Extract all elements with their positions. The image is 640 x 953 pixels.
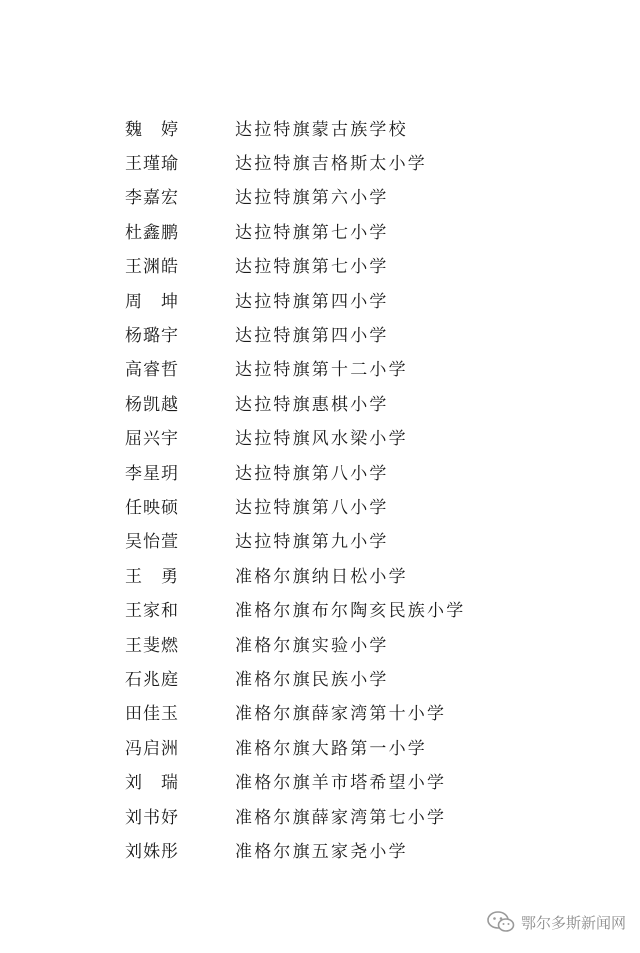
- student-name: 田佳玉: [125, 704, 179, 725]
- school-name: 准格尔旗薛家湾第十小学: [235, 704, 447, 725]
- wechat-icon: [487, 911, 515, 933]
- list-item: [0, 179, 640, 213]
- list-item: [0, 110, 640, 144]
- list-item: [0, 591, 640, 625]
- school-name: 达拉特旗第七小学: [235, 222, 389, 243]
- list-item: [0, 832, 640, 866]
- student-name: 王渊皓: [125, 257, 179, 278]
- school-name: 达拉特旗第十二小学: [235, 360, 408, 381]
- list-item: [0, 282, 640, 316]
- student-name: 石兆庭: [125, 669, 179, 690]
- student-name: 刘 瑞: [125, 773, 179, 794]
- list-item: [0, 763, 640, 797]
- school-name: 达拉特旗第九小学: [235, 532, 389, 553]
- school-name: 达拉特旗第八小学: [235, 463, 389, 484]
- list-item: [0, 144, 640, 178]
- student-name: 任映硕: [125, 497, 179, 518]
- student-name: 魏 婷: [125, 119, 179, 140]
- school-name: 达拉特旗第四小学: [235, 326, 389, 347]
- student-name: 周 坤: [125, 291, 179, 312]
- watermark-text: 鄂尔多斯新闻网: [520, 913, 626, 932]
- student-name: 李嘉宏: [125, 188, 179, 209]
- list-item: [0, 626, 640, 660]
- school-name: 达拉特旗第六小学: [235, 188, 389, 209]
- school-name: 准格尔旗羊市塔希望小学: [235, 773, 447, 794]
- school-name: 准格尔旗实验小学: [235, 635, 389, 656]
- student-name: 杨璐宇: [125, 326, 179, 347]
- list-item: [0, 660, 640, 694]
- school-name: 达拉特旗第八小学: [235, 497, 389, 518]
- list-item: [0, 729, 640, 763]
- school-name: 准格尔旗布尔陶亥民族小学: [235, 601, 466, 622]
- student-name: 李星玥: [125, 463, 179, 484]
- student-name: 冯启洲: [125, 738, 179, 759]
- school-name: 准格尔旗薛家湾第七小学: [235, 807, 447, 828]
- student-name: 王 勇: [125, 566, 179, 587]
- student-name: 屈兴宇: [125, 429, 179, 450]
- school-name: 达拉特旗第四小学: [235, 291, 389, 312]
- school-name: 达拉特旗第七小学: [235, 257, 389, 278]
- school-name: 达拉特旗蒙古族学校: [235, 119, 408, 140]
- list-item: [0, 213, 640, 247]
- list-item: [0, 488, 640, 522]
- list-item: [0, 248, 640, 282]
- student-name: 刘书妤: [125, 807, 179, 828]
- school-name: 准格尔旗五家尧小学: [235, 841, 408, 862]
- student-name: 杨凯越: [125, 394, 179, 415]
- school-name: 达拉特旗吉格斯太小学: [235, 154, 427, 175]
- student-name: 王瑾瑜: [125, 154, 179, 175]
- list-item: [0, 798, 640, 832]
- school-name: 准格尔旗大路第一小学: [235, 738, 427, 759]
- student-name: 高睿哲: [125, 360, 179, 381]
- student-name: 刘姝彤: [125, 841, 179, 862]
- list-item: [0, 557, 640, 591]
- list-item: [0, 420, 640, 454]
- list-item: [0, 385, 640, 419]
- list-item: [0, 523, 640, 557]
- student-name: 王斐燃: [125, 635, 179, 656]
- student-name: 吴怡萱: [125, 532, 179, 553]
- school-name: 准格尔旗纳日松小学: [235, 566, 408, 587]
- list-item: [0, 454, 640, 488]
- list-item: [0, 316, 640, 350]
- school-name: 达拉特旗风水梁小学: [235, 429, 408, 450]
- school-name: 准格尔旗民族小学: [235, 669, 389, 690]
- watermark: [487, 911, 626, 933]
- student-name: 王家和: [125, 601, 179, 622]
- list-item: [0, 695, 640, 729]
- list-item: [0, 351, 640, 385]
- student-name: 杜鑫鹏: [125, 222, 179, 243]
- school-name: 达拉特旗惠棋小学: [235, 394, 389, 415]
- award-list: [0, 110, 640, 867]
